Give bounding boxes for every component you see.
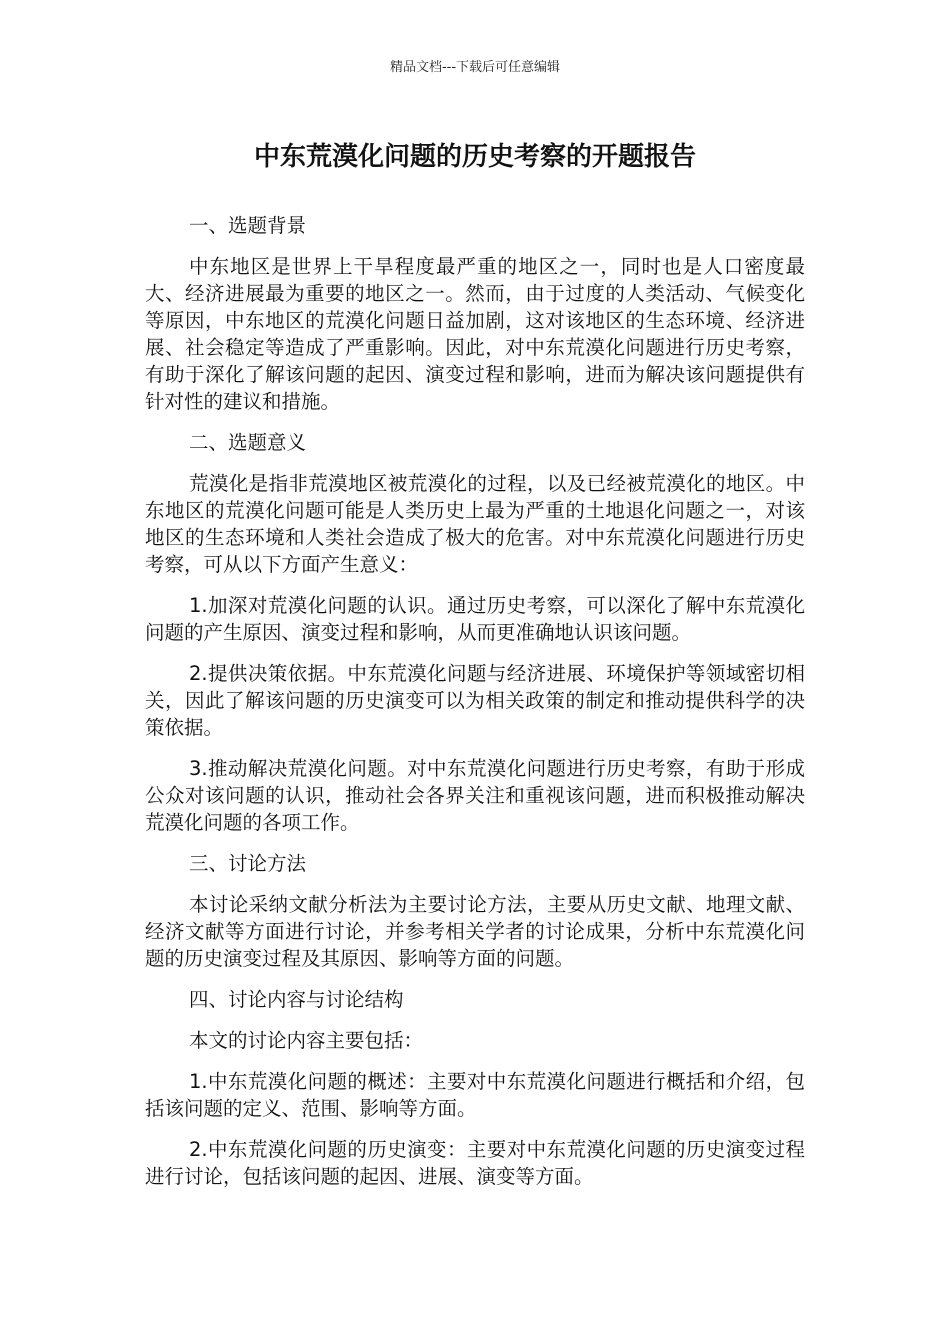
paragraph-significance-point-3: 3.推动解决荒漠化问题。对中东荒漠化问题进行历史考察，有助于形成公众对该问题的认识，推动社会各界关注和重视该问题，进而积极推动解决荒漠化问题的各项工作。 bbox=[145, 757, 805, 834]
section-heading-method: 三、讨论方法 bbox=[189, 852, 307, 875]
paragraph-method: 本讨论采纳文献分析法为主要讨论方法，主要从历史文献、地理文献、经济文献等方面进行讨论，并参考相关学者的讨论成果，分析中东荒漠化问题的历史演变过程及其原因、影响等方面的问题。 bbox=[145, 893, 805, 970]
paragraph-significance-point-1: 1.加深对荒漠化问题的认识。通过历史考察，可以深化了解中东荒漠化问题的产生原因、演变过程和影响，从而更准确地认识该问题。 bbox=[145, 594, 805, 644]
section-heading-content-structure: 四、讨论内容与讨论结构 bbox=[189, 988, 404, 1011]
document-body bbox=[145, 212, 805, 1204]
section-heading-background: 一、选题背景 bbox=[189, 214, 307, 237]
paragraph-content-intro: 本文的讨论内容主要包括： bbox=[189, 1029, 424, 1052]
paragraph-significance-intro: 荒漠化是指非荒漠地区被荒漠化的过程，以及已经被荒漠化的地区。中东地区的荒漠化问题可能是人类历史上最为严重的土地退化问题之一，对该地区的生态环境和人类社会造成了极大的危害。对中东荒漠化问题进行历史考察，可从以下方面产生意义： bbox=[145, 472, 805, 576]
paragraph-content-point-1: 1.中东荒漠化问题的概述：主要对中东荒漠化问题进行概括和介绍，包括该问题的定义、范围、影响等方面。 bbox=[145, 1070, 805, 1120]
header-note: 精品文档---下载后可任意编辑 bbox=[389, 60, 561, 75]
paragraph-significance-point-2: 2.提供决策依据。中东荒漠化问题与经济进展、环境保护等领域密切相关，因此了解该问题的历史演变可以为相关政策的制定和推动提供科学的决策依据。 bbox=[145, 662, 805, 739]
paragraph-background: 中东地区是世界上干旱程度最严重的地区之一，同时也是人口密度最大、经济进展最为重要的地区之一。然而，由于过度的人类活动、气候变化等原因，中东地区的荒漠化问题日益加剧，这对该地区的生态环境、经济进展、社会稳定等造成了严重影响。因此，对中东荒漠化问题进行历史考察，有助于深化了解该问题的起因、演变过程和影响，进而为解决该问题提供有针对性的建议和措施。 bbox=[145, 255, 805, 413]
paragraph-content-point-2: 2.中东荒漠化问题的历史演变：主要对中东荒漠化问题的历史演变过程进行讨论，包括该问题的起因、进展、演变等方面。 bbox=[145, 1138, 805, 1188]
document-title: 中东荒漠化问题的历史考察的开题报告 bbox=[253, 142, 696, 172]
section-heading-significance: 二、选题意义 bbox=[189, 431, 307, 454]
